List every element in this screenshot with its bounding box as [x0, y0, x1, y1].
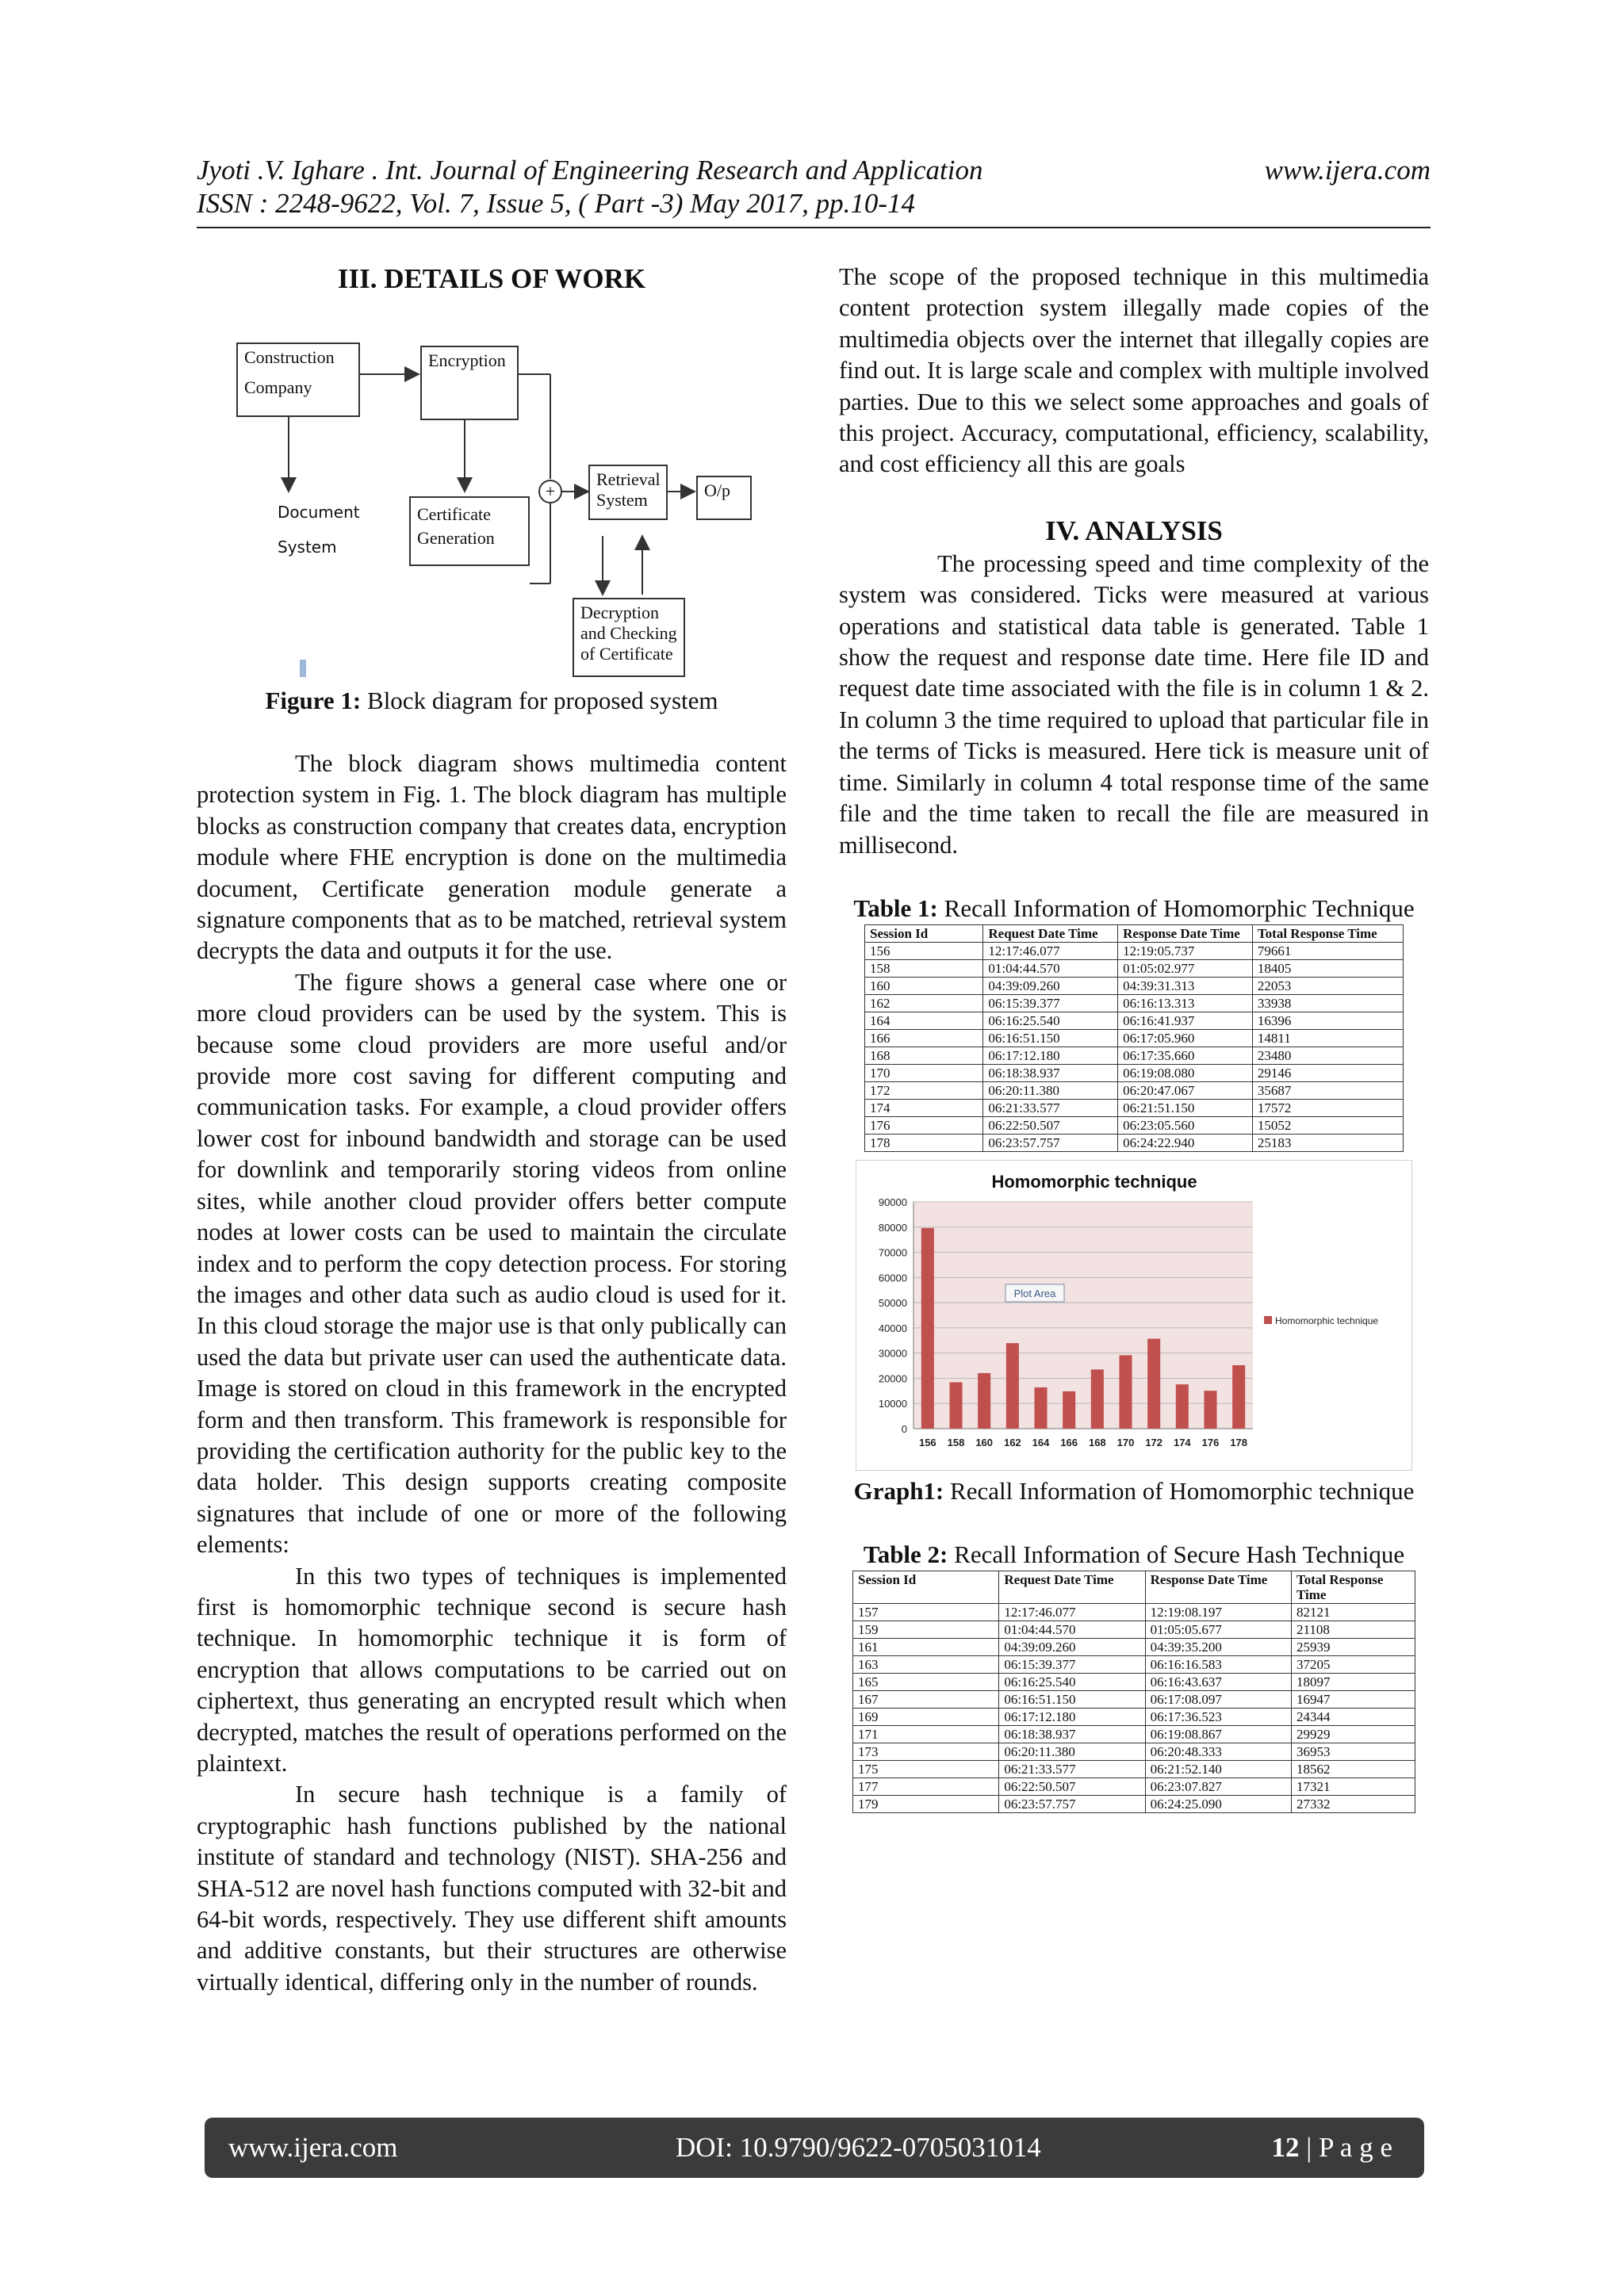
table-row — [865, 1081, 1404, 1099]
figure-1-caption — [197, 685, 787, 717]
table-cell: 37205 — [1291, 1655, 1415, 1673]
table-cell: 170 — [865, 1064, 983, 1081]
x-tick-label: 170 — [1116, 1436, 1135, 1448]
table-cell: 04:39:09.260 — [999, 1638, 1145, 1655]
table-cell: 06:17:35.660 — [1118, 1047, 1253, 1064]
x-tick-label: 176 — [1201, 1436, 1220, 1448]
footer-website: www.ijera.com — [228, 2132, 398, 2163]
table-1 — [864, 924, 1404, 1152]
column-header: Total Response Time — [1252, 924, 1403, 942]
bar — [921, 1228, 934, 1429]
bar — [1232, 1365, 1245, 1429]
x-tick-label: 158 — [947, 1436, 965, 1448]
table-cell: 176 — [865, 1116, 983, 1134]
table-cell: 21108 — [1291, 1621, 1415, 1638]
table-cell: 06:19:08.867 — [1145, 1725, 1291, 1743]
table-cell: 27332 — [1291, 1795, 1415, 1812]
table-cell: 01:05:05.677 — [1145, 1621, 1291, 1638]
table-row — [853, 1725, 1415, 1743]
right-column — [839, 262, 1429, 1813]
table-cell: 06:15:39.377 — [999, 1655, 1145, 1673]
x-tick-label: 156 — [918, 1436, 936, 1448]
table-cell: 36953 — [1291, 1743, 1415, 1760]
bar — [1034, 1387, 1047, 1429]
table-row — [853, 1638, 1415, 1655]
table-cell: 162 — [865, 994, 983, 1012]
output-label: O/p — [704, 480, 730, 500]
table-cell: 33938 — [1252, 994, 1403, 1012]
page-number — [1272, 2118, 1393, 2178]
section-4-title: IV. ANALYSIS — [1045, 515, 1223, 546]
table-cell: 22053 — [1252, 977, 1403, 994]
table-cell: 164 — [865, 1012, 983, 1029]
page-footer — [205, 2118, 1424, 2178]
table-cell: 04:39:09.260 — [983, 977, 1118, 994]
of-certificate-label: of Certificate — [580, 644, 673, 664]
table-1-caption-text: Recall Information of Homomorphic Technique — [937, 894, 1415, 922]
y-tick-label: 0 — [901, 1422, 907, 1435]
y-tick-label: 10000 — [878, 1398, 907, 1410]
paragraph-secure-hash: In secure hash technique is a family of cryptographic hash functions published by the national institute of standard and technology (NIST). SHA-256 and SHA-512 are novel hash functions computed with 32-bit and 64-bit words, respectively. They use different shift amounts and additive constants, but their structures are otherwise virtually identical, differing only in the number of rounds. — [197, 1781, 787, 1996]
table-1-label: Table 1: — [853, 894, 938, 922]
page-number-value: 12 — [1271, 2132, 1300, 2163]
y-tick-label: 50000 — [878, 1297, 907, 1310]
table-row — [865, 959, 1404, 977]
decryption-label: Decryption — [580, 603, 659, 622]
x-tick-label: 162 — [1003, 1436, 1021, 1448]
table-cell: 06:17:08.097 — [1145, 1690, 1291, 1708]
table-cell: 159 — [853, 1621, 999, 1638]
y-tick-label: 40000 — [878, 1322, 907, 1334]
table-cell: 06:23:05.560 — [1118, 1116, 1253, 1134]
table-cell: 163 — [853, 1655, 999, 1673]
column-header: Response Date Time — [1118, 924, 1253, 942]
table-cell: 25939 — [1291, 1638, 1415, 1655]
table-2-caption — [839, 1539, 1429, 1571]
table-cell: 17572 — [1252, 1099, 1403, 1116]
table-cell: 06:22:50.507 — [983, 1116, 1118, 1134]
table-cell: 06:22:50.507 — [999, 1777, 1145, 1795]
y-tick-label: 80000 — [878, 1221, 907, 1234]
chart-title: Homomorphic technique — [991, 1171, 1197, 1192]
table-cell: 06:20:11.380 — [999, 1743, 1145, 1760]
bar — [1063, 1391, 1075, 1429]
table-cell: 06:23:07.827 — [1145, 1777, 1291, 1795]
table-cell: 157 — [853, 1603, 999, 1621]
encryption-label: Encryption — [428, 350, 506, 370]
table-cell: 16947 — [1291, 1690, 1415, 1708]
table-cell: 179 — [853, 1795, 999, 1812]
table-cell: 175 — [853, 1760, 999, 1777]
table-cell: 160 — [865, 977, 983, 994]
section-3-title: III. DETAILS OF WORK — [337, 263, 646, 294]
left-column — [197, 262, 787, 1998]
table-row — [865, 1029, 1404, 1047]
table-row — [853, 1743, 1415, 1760]
table-cell: 79661 — [1252, 942, 1403, 959]
table-cell: 173 — [853, 1743, 999, 1760]
table-cell: 167 — [853, 1690, 999, 1708]
bar — [949, 1382, 962, 1428]
table-row — [853, 1760, 1415, 1777]
table-cell: 06:18:38.937 — [999, 1725, 1145, 1743]
table-cell: 166 — [865, 1029, 983, 1047]
graph-label: Graph1: — [853, 1476, 944, 1505]
table-header-row — [853, 1571, 1415, 1603]
table-cell: 177 — [853, 1777, 999, 1795]
table-cell: 06:16:41.937 — [1118, 1012, 1253, 1029]
table-cell: 171 — [853, 1725, 999, 1743]
figure-label: Figure 1: — [265, 687, 362, 714]
table-cell: 06:23:57.757 — [999, 1795, 1145, 1812]
y-tick-label: 30000 — [878, 1347, 907, 1360]
x-tick-label: 174 — [1173, 1436, 1191, 1448]
table-cell: 158 — [865, 959, 983, 977]
table-cell: 06:15:39.377 — [983, 994, 1118, 1012]
table-row — [853, 1708, 1415, 1725]
x-tick-label: 160 — [975, 1436, 994, 1448]
graph-1-caption — [839, 1475, 1429, 1507]
table-cell: 06:21:52.140 — [1145, 1760, 1291, 1777]
figure-caption-text: Block diagram for proposed system — [361, 687, 718, 714]
column-header: Total Response Time — [1291, 1571, 1415, 1603]
table-row — [865, 1047, 1404, 1064]
table-cell: 35687 — [1252, 1081, 1403, 1099]
table-cell: 06:16:16.583 — [1145, 1655, 1291, 1673]
table-row — [853, 1795, 1415, 1812]
table-cell: 06:16:13.313 — [1118, 994, 1253, 1012]
company-label: Company — [244, 377, 312, 397]
table-cell: 172 — [865, 1081, 983, 1099]
x-tick-label: 168 — [1088, 1436, 1106, 1448]
table-row — [865, 1116, 1404, 1134]
construction-label: Construction — [244, 347, 335, 367]
table-2-caption-text: Recall Information of Secure Hash Technique — [948, 1540, 1405, 1568]
bar — [1147, 1339, 1160, 1429]
table-2-body — [853, 1603, 1415, 1812]
plot-area — [914, 1202, 1253, 1429]
table-cell: 06:17:05.960 — [1118, 1029, 1253, 1047]
paragraph-block-diagram: The block diagram shows multimedia content protection system in Fig. 1. The block diagram has multiple blocks as construction company that creates data, encryption module where FHE encryption is done on the multimedia document, Certificate generation module generate a signature components that as to be matched, retrieval system decrypts the data and outputs it for the use. — [197, 750, 787, 965]
table-cell: 01:05:02.977 — [1118, 959, 1253, 977]
output-box — [696, 476, 752, 520]
table-cell: 161 — [853, 1638, 999, 1655]
construction-company-box — [236, 342, 360, 417]
checking-label: and Checking — [580, 623, 677, 643]
table-cell: 165 — [853, 1673, 999, 1690]
table-cell: 25183 — [1252, 1134, 1403, 1151]
table-cell: 178 — [865, 1134, 983, 1151]
table-cell: 04:39:31.313 — [1118, 977, 1253, 994]
table-row — [853, 1690, 1415, 1708]
system-label: System — [596, 490, 648, 510]
table-cell: 23480 — [1252, 1047, 1403, 1064]
table-row — [853, 1603, 1415, 1621]
generation-label: Generation — [417, 528, 495, 548]
table-row — [853, 1621, 1415, 1638]
plus-junction: + — [545, 481, 556, 501]
paragraph-cloud-providers: The figure shows a general case where one or more cloud providers can be used by the system. This is because some cloud providers are more useful and/or provide more cost saving for different computing and communication tasks. For example, a cloud provider offers lower cost for inbound bandwidth and storage can be used for downlink and temporarily storing videos from online sites, while another cloud provider offers better compute nodes at lower costs can be used to maintain the circulate index and to perform the copy detection process. For storing the images and other data such as audio cloud is used for it. In this cloud storage the major use is that only publically can used the data but private user can used the authenticate data. Image is stored on cloud in this framework in the encrypted form and then transform. This framework is responsible for providing the certification authority for the public key to the data holder. This design supports creating composite signatures that include of one or more of the following elements: — [197, 968, 787, 1559]
retrieval-label: Retrieval — [596, 469, 661, 489]
y-tick-label: 20000 — [878, 1372, 907, 1385]
table-row — [865, 942, 1404, 959]
bar-chart — [856, 1161, 1411, 1470]
table-header-row — [865, 924, 1404, 942]
block-diagram — [197, 304, 787, 677]
legend-swatch — [1264, 1316, 1272, 1324]
table-cell: 01:04:44.570 — [983, 959, 1118, 977]
x-tick-label: 166 — [1060, 1436, 1078, 1448]
table-cell: 14811 — [1252, 1029, 1403, 1047]
bar — [1176, 1384, 1189, 1429]
journal-citation: Jyoti .V. Ighare . Int. Journal of Engineering Research and Application — [197, 155, 983, 186]
table-cell: 06:21:33.577 — [983, 1099, 1118, 1116]
bar — [1091, 1369, 1104, 1429]
table-cell: 06:16:43.637 — [1145, 1673, 1291, 1690]
table-cell: 12:17:46.077 — [983, 942, 1118, 959]
table-cell: 82121 — [1291, 1603, 1415, 1621]
plot-area-annotation: Plot Area — [1013, 1287, 1056, 1299]
table-cell: 06:16:51.150 — [999, 1690, 1145, 1708]
certificate-generation-box — [409, 496, 530, 566]
table-cell: 168 — [865, 1047, 983, 1064]
table-cell: 06:21:51.150 — [1118, 1099, 1253, 1116]
graph-1-chart — [856, 1160, 1412, 1471]
issue-info: ISSN : 2248-9622, Vol. 7, Issue 5, ( Part -3) May 2017, pp.10-14 — [197, 188, 916, 219]
table-row — [853, 1655, 1415, 1673]
paragraph-scope: The scope of the proposed technique in this multimedia content protection system illegally made copies of the multimedia objects over the internet that illegally copies are find out. It is large scale and complex with multiple involved parties. Due to this we select some approaches and goals of this project. Accuracy, computational, efficiency, scalability, and cost efficiency all this are goals — [839, 263, 1429, 478]
bar — [1006, 1343, 1019, 1429]
bar — [1119, 1355, 1132, 1429]
table-row — [865, 1134, 1404, 1151]
bar — [978, 1373, 990, 1429]
table-cell: 06:18:38.937 — [983, 1064, 1118, 1081]
table-cell: 29146 — [1252, 1064, 1403, 1081]
footer-doi: DOI: 10.9790/9622-0705031014 — [676, 2132, 1041, 2163]
column-header: Session Id — [865, 924, 983, 942]
table-cell: 06:19:08.080 — [1118, 1064, 1253, 1081]
column-header: Request Date Time — [983, 924, 1118, 942]
x-tick-label: 178 — [1230, 1436, 1248, 1448]
table-2 — [852, 1571, 1415, 1813]
table-row — [865, 1012, 1404, 1029]
table-cell: 12:19:05.737 — [1118, 942, 1253, 959]
table-row — [865, 1099, 1404, 1116]
table-cell: 18097 — [1291, 1673, 1415, 1690]
table-cell: 06:24:22.940 — [1118, 1134, 1253, 1151]
table-cell: 169 — [853, 1708, 999, 1725]
table-cell: 156 — [865, 942, 983, 959]
retrieval-system-box — [588, 465, 668, 520]
table-cell: 06:17:36.523 — [1145, 1708, 1291, 1725]
certificate-label: Certificate — [417, 504, 491, 524]
table-cell: 06:20:47.067 — [1118, 1081, 1253, 1099]
graph-caption-text: Recall Information of Homomorphic technique — [944, 1476, 1415, 1505]
document-label: Document — [278, 503, 360, 522]
table-cell: 24344 — [1291, 1708, 1415, 1725]
table-cell: 06:17:12.180 — [999, 1708, 1145, 1725]
x-tick-label: 172 — [1145, 1436, 1163, 1448]
table-row — [853, 1673, 1415, 1690]
y-tick-label: 90000 — [878, 1196, 907, 1208]
table-cell: 06:20:11.380 — [983, 1081, 1118, 1099]
table-cell: 15052 — [1252, 1116, 1403, 1134]
header-website: www.ijera.com — [1264, 155, 1431, 186]
table-cell: 06:16:25.540 — [999, 1673, 1145, 1690]
running-header — [197, 151, 1431, 228]
y-tick-label: 70000 — [878, 1246, 907, 1259]
table-row — [865, 1064, 1404, 1081]
table-cell: 06:16:25.540 — [983, 1012, 1118, 1029]
table-cell: 29929 — [1291, 1725, 1415, 1743]
table-cell: 16396 — [1252, 1012, 1403, 1029]
column-header: Session Id — [853, 1571, 999, 1603]
table-cell: 18562 — [1291, 1760, 1415, 1777]
x-tick-label: 164 — [1032, 1436, 1050, 1448]
legend-label: Homomorphic technique — [1275, 1314, 1379, 1326]
table-1-body — [865, 942, 1404, 1151]
table-cell: 18405 — [1252, 959, 1403, 977]
table-cell: 06:20:48.333 — [1145, 1743, 1291, 1760]
decryption-box — [573, 598, 685, 677]
document-system-word: System — [278, 538, 337, 557]
table-cell: 17321 — [1291, 1777, 1415, 1795]
table-row — [865, 977, 1404, 994]
bar — [1204, 1391, 1216, 1429]
table-cell: 12:17:46.077 — [999, 1603, 1145, 1621]
table-cell: 01:04:44.570 — [999, 1621, 1145, 1638]
table-2-label: Table 2: — [863, 1540, 948, 1568]
table-row — [853, 1777, 1415, 1795]
table-cell: 04:39:35.200 — [1145, 1638, 1291, 1655]
paragraph-analysis: The processing speed and time complexity of the system was considered. Ticks were measured at various operations and statistical data table is generated. Table 1 show the request and response date time. Here file ID and request date time associated with the file is in column 1 & 2. In column 3 the time required to upload that particular file in the terms of Ticks is measured. Here tick is measure unit of time. Similarly in column 4 total response time of the same file and the time taken to recall the file are measured in millisecond. — [839, 549, 1429, 859]
table-cell: 06:24:25.090 — [1145, 1795, 1291, 1812]
table-1-caption — [839, 893, 1429, 924]
page-suffix: | P a g e — [1299, 2132, 1392, 2163]
y-tick-label: 60000 — [878, 1272, 907, 1284]
table-cell: 06:21:33.577 — [999, 1760, 1145, 1777]
encryption-box — [420, 346, 519, 420]
column-header: Response Date Time — [1145, 1571, 1291, 1603]
document-system-label — [278, 495, 360, 564]
table-cell: 06:23:57.757 — [983, 1134, 1118, 1151]
column-header: Request Date Time — [999, 1571, 1145, 1603]
table-cell: 06:17:12.180 — [983, 1047, 1118, 1064]
table-row — [865, 994, 1404, 1012]
table-cell: 12:19:08.197 — [1145, 1603, 1291, 1621]
paragraph-techniques: In this two types of techniques is implemented first is homomorphic technique second is secure hash technique. In homomorphic technique it is form of encryption that allows computations to be carried out on ciphertext, thus generating an encrypted result which when decrypted, matches the result of operations performed on the plaintext. — [197, 1562, 787, 1777]
table-cell: 174 — [865, 1099, 983, 1116]
table-cell: 06:16:51.150 — [983, 1029, 1118, 1047]
